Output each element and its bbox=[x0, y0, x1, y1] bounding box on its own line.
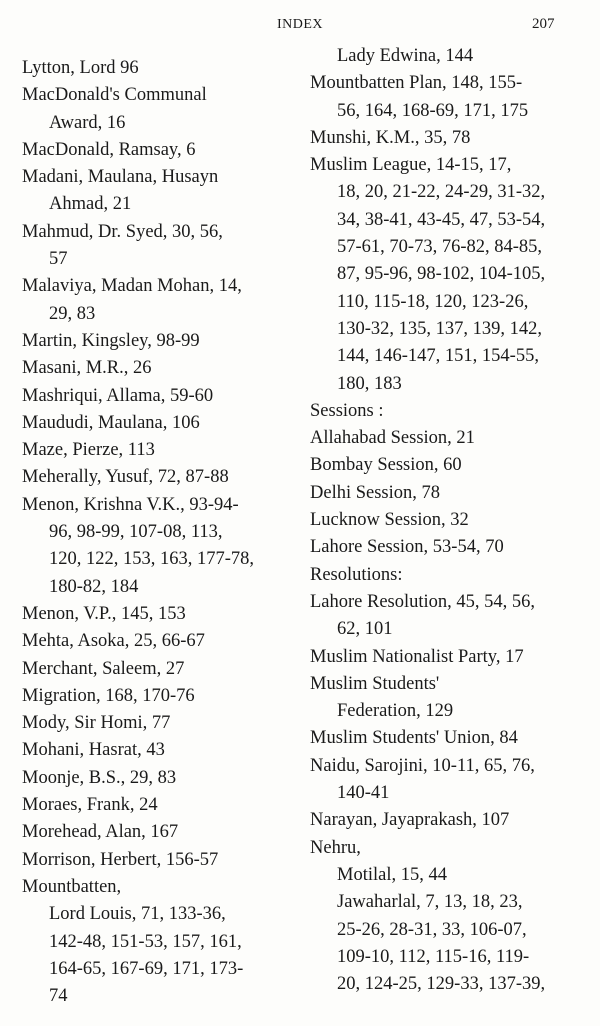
index-entry: Muslim League, 14-15, 17, bbox=[310, 155, 512, 176]
index-entry: Mohani, Hasrat, 43 bbox=[22, 740, 165, 761]
index-entry-continuation: 109-10, 112, 115-16, 119- bbox=[337, 946, 530, 967]
index-entry: Bombay Session, 60 bbox=[310, 455, 462, 476]
index-entry-continuation: Jawaharlal, 7, 13, 18, 23, bbox=[337, 892, 523, 913]
index-entry: Nehru, bbox=[310, 837, 361, 858]
index-entry-continuation: Federation, 129 bbox=[337, 701, 454, 722]
index-entry-continuation: 74 bbox=[49, 986, 68, 1007]
index-entry-continuation: Lady Edwina, 144 bbox=[337, 46, 474, 66]
index-entry-continuation: 18, 20, 21-22, 24-29, 31-32, bbox=[337, 182, 546, 203]
index-entry-continuation: 29, 83 bbox=[49, 303, 96, 324]
index-entry-continuation: Lord Louis, 71, 133-36, bbox=[49, 904, 226, 925]
index-entry-continuation: 34, 38-41, 43-45, 47, 53-54, bbox=[337, 209, 546, 230]
index-entry: Migration, 168, 170-76 bbox=[22, 685, 195, 706]
page-number: 207 bbox=[532, 16, 555, 32]
index-entry: Lytton, Lord 96 bbox=[22, 58, 139, 78]
index-entry: Munshi, K.M., 35, 78 bbox=[310, 127, 471, 148]
index-entry-continuation: 144, 146-147, 151, 154-55, bbox=[337, 346, 539, 367]
index-entry-continuation: 164-65, 167-69, 171, 173- bbox=[49, 958, 244, 979]
index-entry: Menon, V.P., 145, 153 bbox=[22, 603, 186, 624]
index-entry: Lahore Resolution, 45, 54, 56, bbox=[310, 591, 536, 612]
index-entry-continuation: 110, 115-18, 120, 123-26, bbox=[337, 291, 529, 312]
index-entry: Mashriqui, Allama, 59-60 bbox=[22, 385, 214, 406]
index-column-right bbox=[310, 43, 600, 998]
index-entry: Lucknow Session, 32 bbox=[310, 510, 469, 531]
index-entry: Delhi Session, 78 bbox=[310, 482, 441, 503]
index-entry: Lahore Session, 53-54, 70 bbox=[310, 537, 504, 558]
running-header-title: INDEX bbox=[276, 17, 324, 32]
index-entry: Mountbatten Plan, 148, 155- bbox=[310, 73, 523, 94]
index-entry: Mountbatten, bbox=[22, 876, 122, 897]
index-entry: Maududi, Maulana, 106 bbox=[22, 412, 200, 433]
index-entry-continuation: 130-32, 135, 137, 139, 142, bbox=[337, 318, 543, 339]
index-entry: Muslim Students' Union, 84 bbox=[310, 728, 518, 749]
index-entry: Madani, Maulana, Husayn bbox=[22, 167, 219, 188]
index-entry-continuation: 180, 183 bbox=[337, 373, 402, 394]
index-entry-continuation: Award, 16 bbox=[49, 112, 126, 133]
index-entry: MacDonald's Communal bbox=[22, 85, 207, 106]
index-entry: Muslim Students' bbox=[310, 673, 440, 694]
index-entry: Menon, Krishna V.K., 93-94- bbox=[22, 494, 239, 515]
index-entry: Mody, Sir Homi, 77 bbox=[22, 713, 171, 734]
index-entry-continuation: 142-48, 151-53, 157, 161, bbox=[49, 931, 242, 952]
index-entry: Meherally, Yusuf, 72, 87-88 bbox=[22, 467, 229, 488]
index-entry: Resolutions: bbox=[310, 564, 403, 585]
index-entry-continuation: 140-41 bbox=[337, 783, 390, 804]
index-entry: MacDonald, Ramsay, 6 bbox=[22, 139, 196, 160]
index-entry-continuation: Ahmad, 21 bbox=[49, 194, 132, 215]
index-entry: Moonje, B.S., 29, 83 bbox=[22, 767, 177, 788]
index-entry: Maze, Pierze, 113 bbox=[22, 440, 155, 461]
index-entry: Muslim Nationalist Party, 17 bbox=[310, 646, 524, 667]
index-entry-continuation: 62, 101 bbox=[337, 619, 393, 640]
index-entry: Malaviya, Madan Mohan, 14, bbox=[22, 276, 242, 297]
index-entry-continuation: 20, 124-25, 129-33, 137-39, bbox=[337, 974, 546, 995]
index-entry-continuation: 96, 98-99, 107-08, 113, bbox=[49, 522, 223, 543]
index-entry-continuation: 87, 95-96, 98-102, 104-105, bbox=[337, 264, 546, 285]
index-entry-continuation: 180-82, 184 bbox=[49, 576, 139, 597]
index-entry: Moraes, Frank, 24 bbox=[22, 795, 158, 816]
index-entry-continuation: 25-26, 28-31, 33, 106-07, bbox=[337, 919, 527, 940]
index-entry: Mehta, Asoka, 25, 66-67 bbox=[22, 631, 205, 652]
index-entry-continuation: 57-61, 70-73, 76-82, 84-85, bbox=[337, 237, 543, 258]
index-entry-continuation: 56, 164, 168-69, 171, 175 bbox=[337, 100, 529, 121]
index-entry: Morehead, Alan, 167 bbox=[22, 822, 179, 843]
index-entry: Morrison, Herbert, 156-57 bbox=[22, 849, 219, 870]
index-entry: Merchant, Saleem, 27 bbox=[22, 658, 185, 679]
index-entry: Martin, Kingsley, 98-99 bbox=[22, 330, 200, 351]
index-entry-continuation: 120, 122, 153, 163, 177-78, bbox=[49, 549, 255, 570]
index-entry: Narayan, Jayaprakash, 107 bbox=[310, 810, 510, 831]
index-entry: Naidu, Sarojini, 10-11, 65, 76, bbox=[310, 755, 535, 776]
index-entry: Allahabad Session, 21 bbox=[310, 428, 475, 449]
index-column-left bbox=[22, 55, 312, 1010]
index-entry: Mahmud, Dr. Syed, 30, 56, bbox=[22, 221, 223, 242]
index-entry: Sessions : bbox=[310, 400, 384, 421]
index-entry: Masani, M.R., 26 bbox=[22, 358, 152, 379]
index-entry-continuation: 57 bbox=[49, 249, 68, 270]
index-entry-continuation: Motilal, 15, 44 bbox=[337, 864, 447, 885]
